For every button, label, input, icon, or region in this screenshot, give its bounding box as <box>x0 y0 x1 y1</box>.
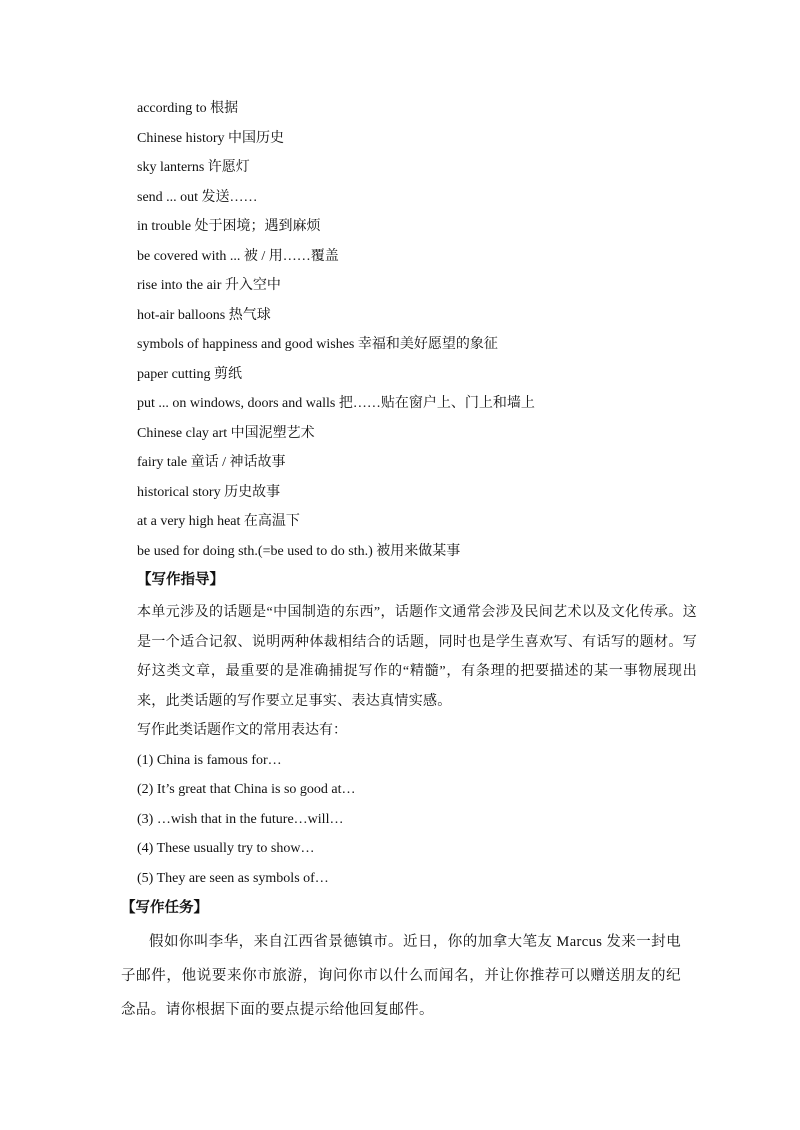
expressions-intro: 写作此类话题作文的常用表达有： <box>137 723 347 738</box>
vocabulary-item: sky lanterns 许愿灯 <box>137 160 250 175</box>
vocabulary-list <box>137 94 757 566</box>
writing-guide-paragraph: 本单元涉及的话题是“中国制造的东西”，话题作文通常会涉及民间艺术以及文化传承。这是一个适合记叙、说明两种体裁相结合的话题，同时也是学生喜欢写、有话写的题材。写好这类文章，最重要的是准确捕捉写作的“精髓”，有条理的把要描述的某一事物展现出来，此类话题的写作要立足事实、表达真情实感。 <box>137 605 697 709</box>
vocabulary-item: Chinese clay art 中国泥塑艺术 <box>137 425 315 441</box>
vocabulary-item: Chinese history 中国历史 <box>137 130 284 146</box>
vocabulary-item: symbols of happiness and good wishes 幸福和美好愿望的象征 <box>137 337 498 352</box>
writing-guide-heading: 【写作指导】 <box>137 572 224 588</box>
expression-item: (5) They are seen as symbols of… <box>137 870 329 886</box>
vocabulary-item: at a very high heat 在高温下 <box>137 514 300 529</box>
writing-task-heading: 【写作任务】 <box>121 900 208 916</box>
expression-item: (2) It’s great that China is so good at… <box>137 782 356 797</box>
writing-guide-section <box>137 598 697 893</box>
expression-item: (1) China is famous for… <box>137 752 282 768</box>
vocabulary-item: rise into the air 升入空中 <box>137 278 281 293</box>
vocabulary-item: hot-air balloons 热气球 <box>137 307 271 323</box>
writing-task-paragraph: 假如你叫李华，来自江西省景德镇市。近日，你的加拿大笔友 Marcus 发来一封电子邮件，他说要来你市旅游，询问你市以什么而闻名，并让你推荐可以赠送朋友的纪念品。请你根据下面的要点提示给他回复邮件。 <box>121 934 681 1018</box>
vocabulary-item: put ... on windows, doors and walls 把……贴在窗户上、门上和墙上 <box>137 396 535 411</box>
vocabulary-item: in trouble 处于困境；遇到麻烦 <box>137 219 321 234</box>
vocabulary-item: according to 根据 <box>137 101 239 116</box>
expression-item: (3) …wish that in the future…will… <box>137 811 344 827</box>
expression-item: (4) These usually try to show… <box>137 841 315 856</box>
vocabulary-item: historical story 历史故事 <box>137 484 281 500</box>
vocabulary-item: be used for doing sth.(=be used to do sth.) 被用来做某事 <box>137 543 461 559</box>
vocabulary-item: fairy tale 童话 / 神话故事 <box>137 455 286 470</box>
vocabulary-item: send ... out 发送…… <box>137 189 258 205</box>
vocabulary-item: paper cutting 剪纸 <box>137 366 242 382</box>
vocabulary-item: be covered with ... 被 / 用……覆盖 <box>137 248 339 264</box>
writing-task-section <box>121 925 681 1027</box>
